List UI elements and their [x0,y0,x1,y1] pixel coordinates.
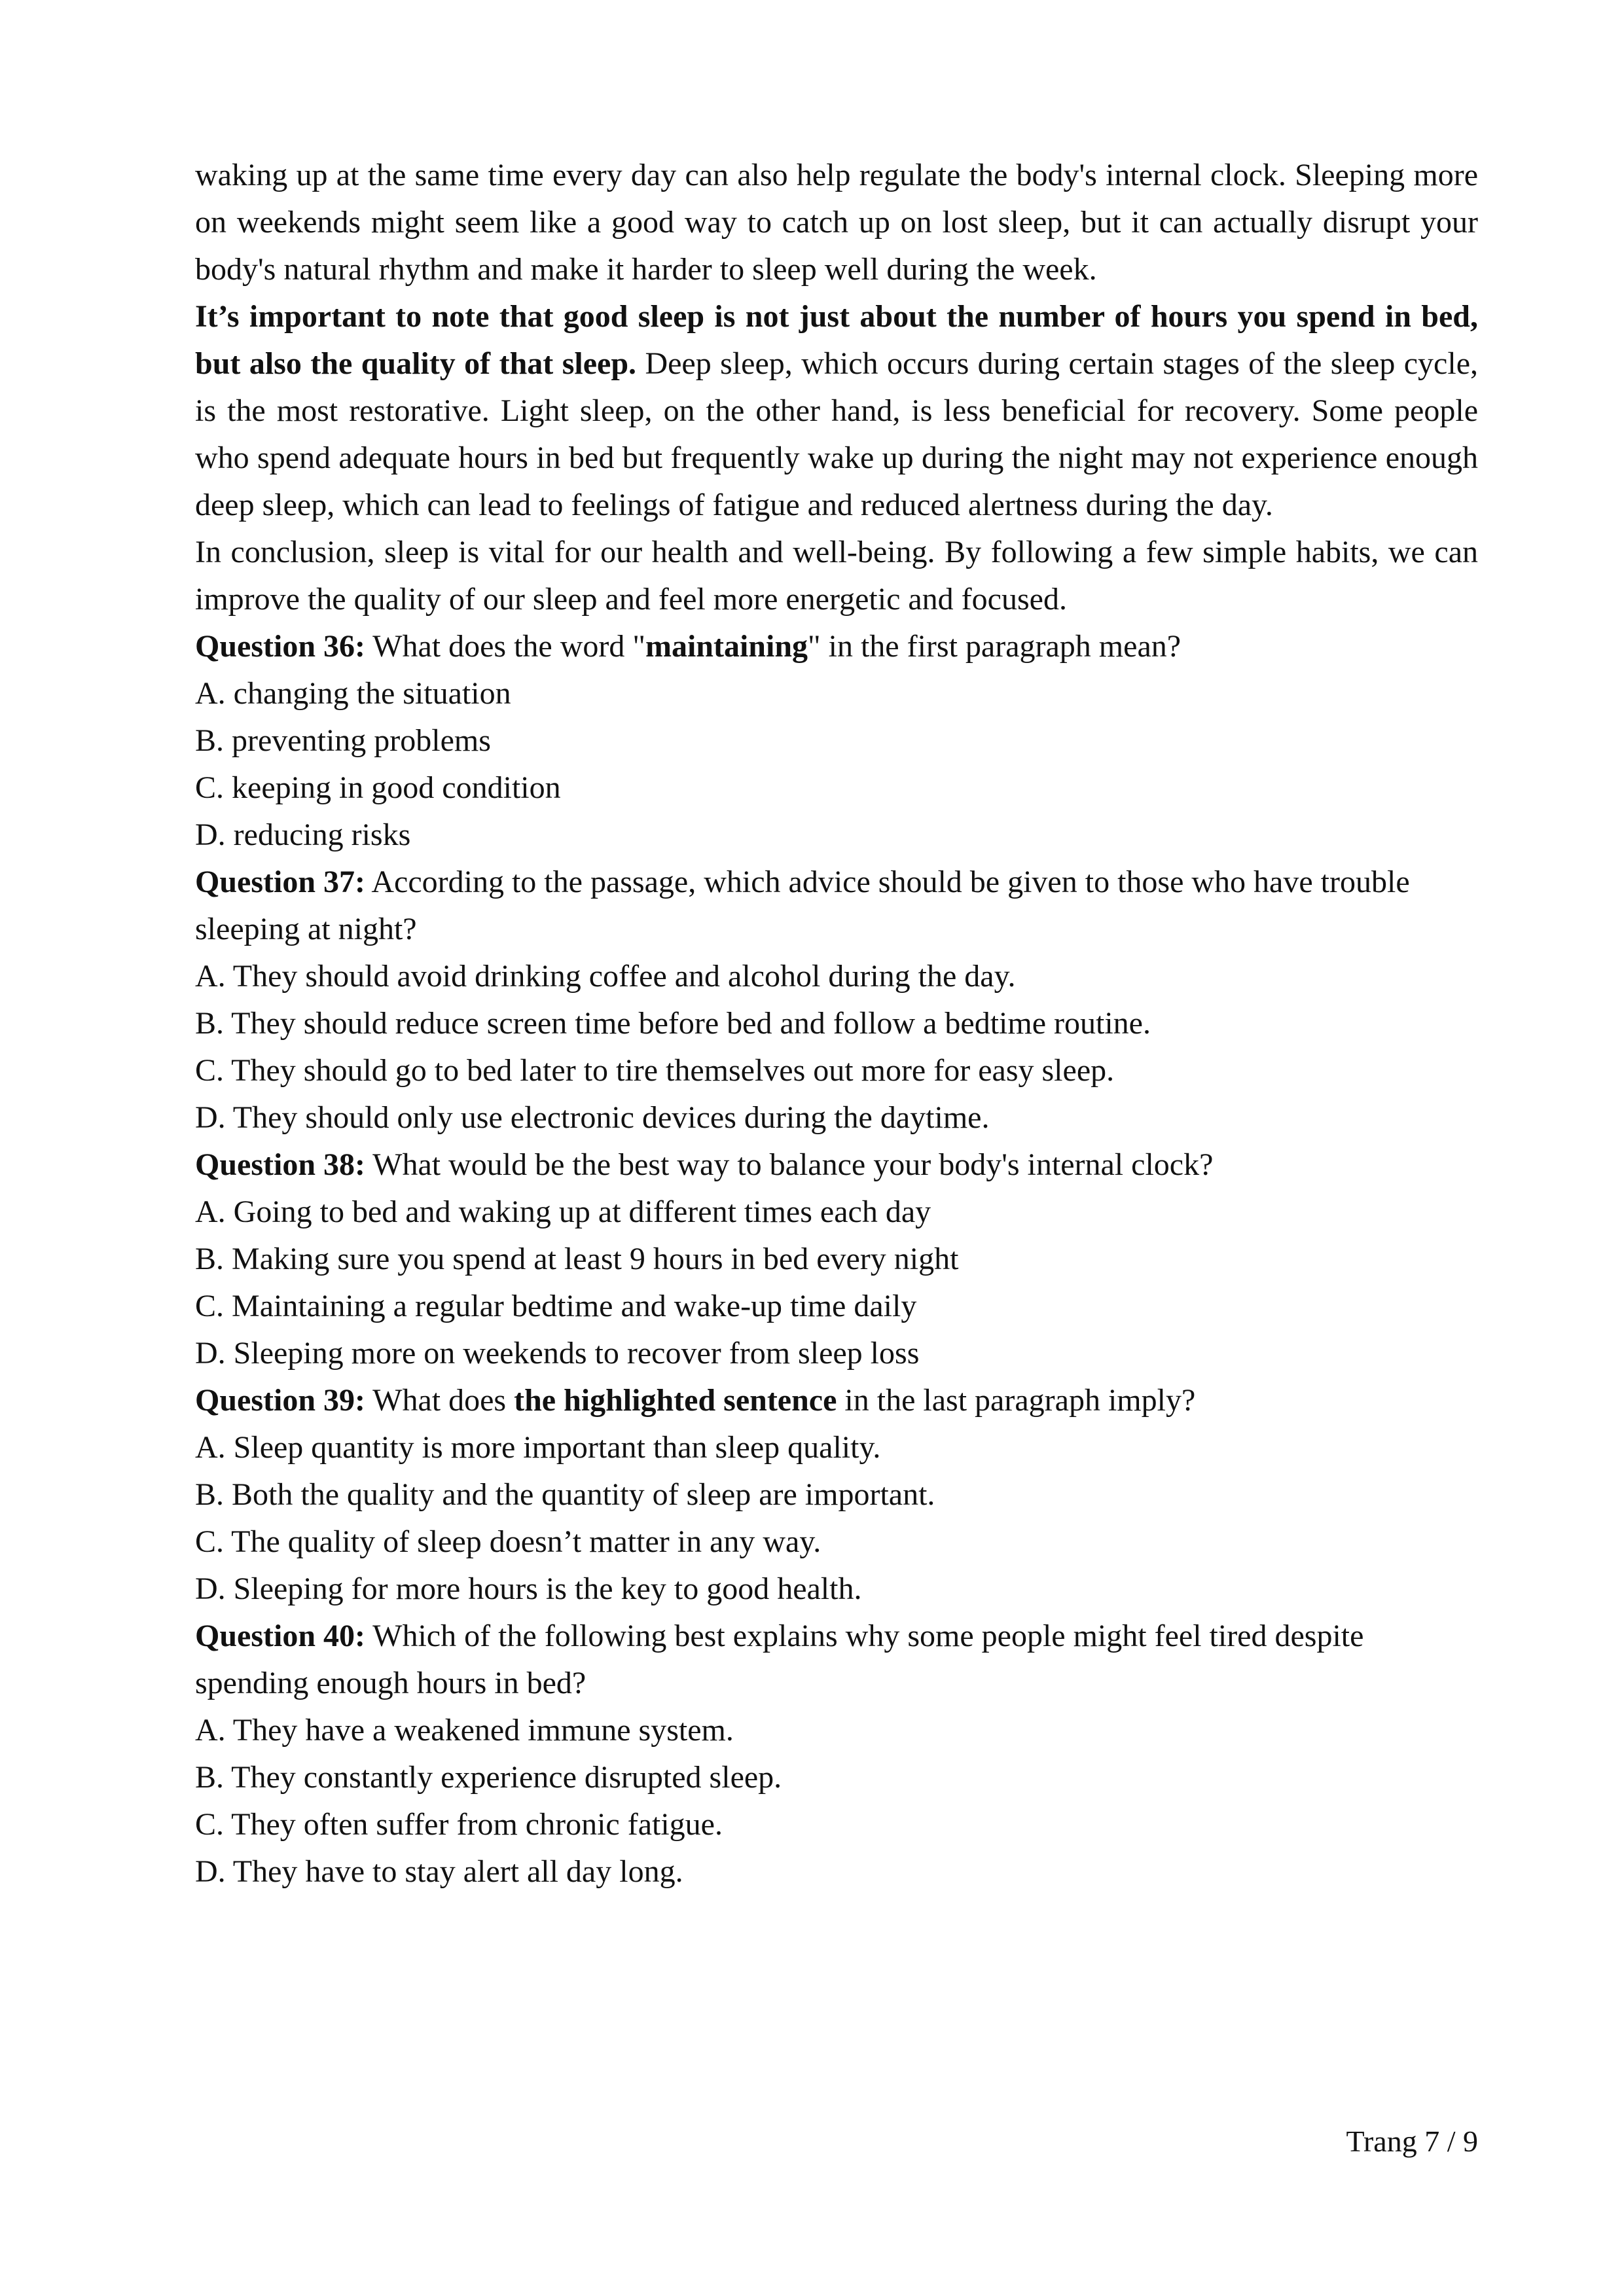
question-39-keyword: the highlighted sentence [514,1383,837,1418]
question-40-text: Which of the following best explains why some people might feel tired despite spending enough hours in bed? [195,1619,1364,1700]
question-36-text: What does the word " [365,629,645,664]
question-38-option-c: C. Maintaining a regular bedtime and wake-up time daily [195,1289,917,1323]
question-36-option-d: D. reducing risks [195,817,411,852]
question-37-option-c: C. They should go to bed later to tire themselves out more for easy sleep. [195,1053,1115,1088]
question-38-label: Question 38: [195,1147,366,1182]
question-39-text-end: in the last paragraph imply? [837,1383,1196,1418]
question-36-keyword: maintaining [645,629,808,664]
passage-paragraph-2 [195,293,1478,529]
question-37-stem [195,859,1478,953]
question-40-option-c: C. They often suffer from chronic fatigue. [195,1807,723,1842]
passage-paragraph-3: In conclusion, sleep is vital for our health and well-being. By following a few simple habits, we can improve the quality of our sleep and feel more energetic and focused. [195,535,1478,617]
question-38-option-d: D. Sleeping more on weekends to recover from sleep loss [195,1336,920,1371]
question-36-text-end: " in the first paragraph mean? [808,629,1182,664]
question-37-option-a: A. They should avoid drinking coffee and alcohol during the day. [195,959,1016,994]
question-39-option-a: A. Sleep quantity is more important than sleep quality. [195,1430,881,1465]
question-36-option-b: B. preventing problems [195,723,491,758]
question-36-stem [195,623,1478,670]
question-37-label: Question 37: [195,865,366,899]
passage-paragraph-2-text: Deep sleep, which occurs during certain stages of the sleep cycle, is the most restorative. Light sleep, on the other hand, is less beneficial for recovery. Some people who spend adequate hours in bed but frequently wake up during the night may not experience enough deep sleep, which can lead to feelings of fatigue and reduced alertness during the day. [195,346,1478,522]
question-37-text: According to the passage, which advice should be given to those who have trouble sleeping at night? [195,865,1410,946]
question-39-option-b: B. Both the quality and the quantity of sleep are important. [195,1477,935,1512]
question-40-option-a: A. They have a weakened immune system. [195,1713,734,1748]
question-40-label: Question 40: [195,1619,366,1653]
question-38-option-b: B. Making sure you spend at least 9 hours in bed every night [195,1242,959,1276]
page-number: Trang 7 / 9 [1346,2125,1478,2158]
question-40-option-d: D. They have to stay alert all day long. [195,1854,683,1889]
question-38-stem [195,1141,1478,1189]
question-39-text: What does [365,1383,514,1418]
question-40-option-b: B. They constantly experience disrupted sleep. [195,1760,782,1795]
question-38-option-a: A. Going to bed and waking up at different times each day [195,1194,931,1229]
question-38-text: What would be the best way to balance your body's internal clock? [365,1147,1214,1182]
question-36-option-c: C. keeping in good condition [195,770,561,805]
question-36-label: Question 36: [195,629,366,664]
page-content [195,152,1478,1895]
question-39-label: Question 39: [195,1383,366,1418]
question-39-option-d: D. Sleeping for more hours is the key to good health. [195,1571,862,1606]
question-37-option-d: D. They should only use electronic devices during the daytime. [195,1100,990,1135]
question-37-option-b: B. They should reduce screen time before bed and follow a bedtime routine. [195,1006,1151,1041]
highlighted-sentence: It’s important to note that good sleep is not just about the number of hours you spend in bed, but also the quality of that sleep. [195,299,1478,381]
question-36-option-a: A. changing the situation [195,676,511,711]
passage-paragraph-1: waking up at the same time every day can also help regulate the body's internal clock. Sleeping more on weekends might seem like a good way to catch up on lost sleep, but it can actually disrupt your body's natural rhythm and make it harder to sleep well during the week. [195,158,1478,287]
question-39-stem [195,1377,1478,1424]
question-39-option-c: C. The quality of sleep doesn’t matter in any way. [195,1524,821,1559]
question-40-stem [195,1613,1478,1707]
